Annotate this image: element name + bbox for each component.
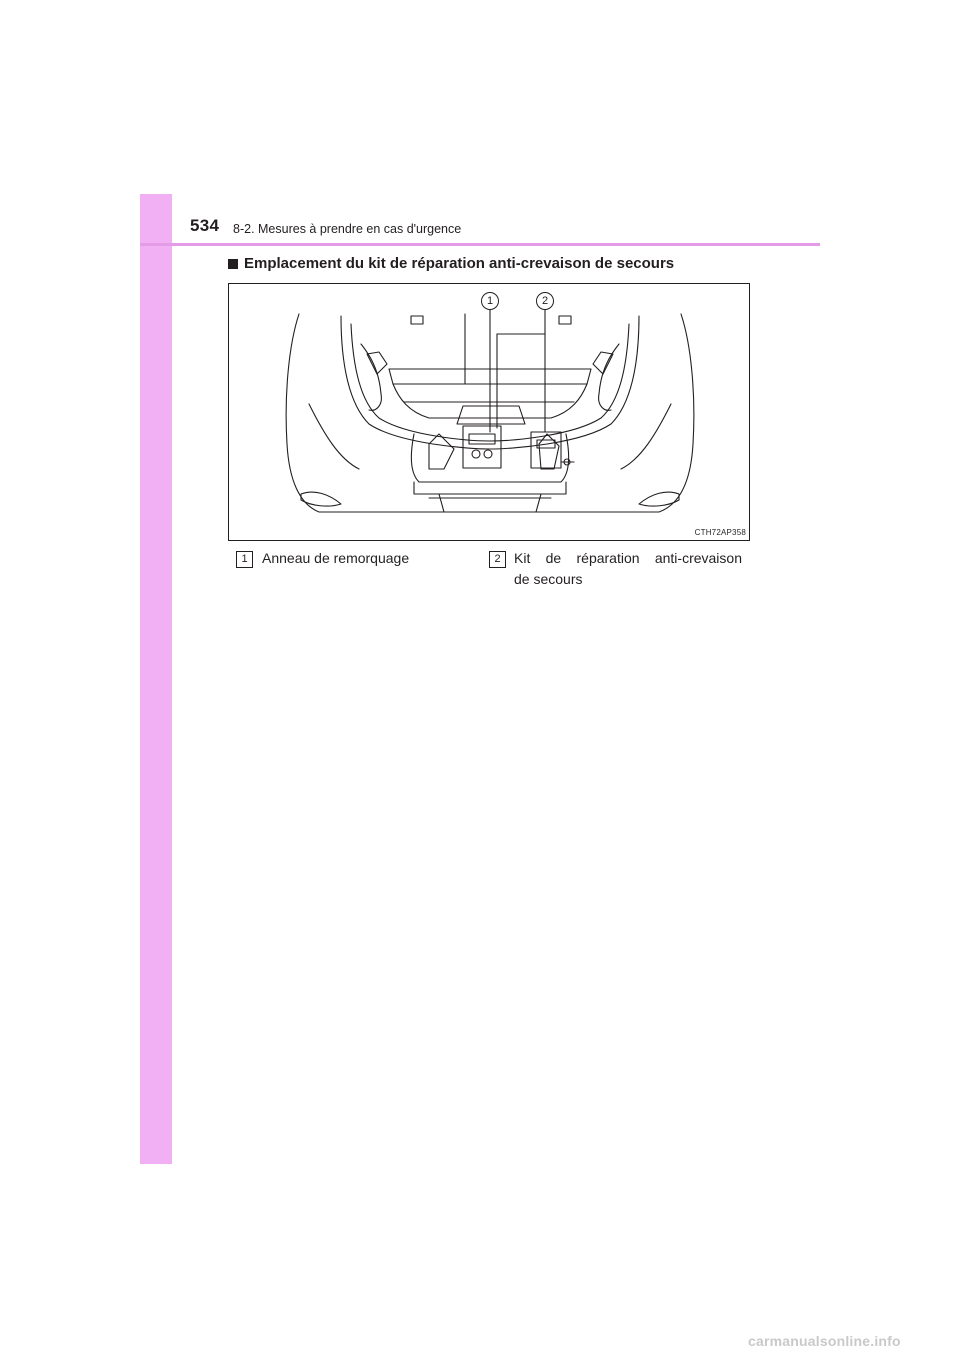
section-title [228, 255, 674, 272]
callout-2-marker: 2 [536, 292, 554, 310]
car-rear-open-trunk-drawing [229, 284, 751, 542]
figure-code: CTH72AP358 [694, 528, 746, 537]
page-number: 534 [190, 216, 220, 235]
running-header: 8-2. Mesures à prendre en cas d'urgence [233, 222, 462, 236]
legend-label-2-line2: de secours [514, 571, 583, 587]
side-color-band [140, 194, 172, 1164]
section-title-text: Emplacement du kit de réparation anti-crevaison de secours [244, 255, 675, 272]
header-rule [140, 243, 820, 246]
legend-number-2: 2 [489, 551, 506, 568]
callout-1-marker: 1 [481, 292, 499, 310]
trunk-illustration [228, 283, 750, 541]
legend-label-1: Anneau de remorquage [262, 550, 410, 566]
legend-label-2-line1: Kit de réparation anti-crevaison [514, 550, 742, 566]
square-bullet-icon [228, 259, 238, 269]
legend-number-1: 1 [236, 551, 253, 568]
watermark: carmanualsonline.info [748, 1333, 901, 1349]
